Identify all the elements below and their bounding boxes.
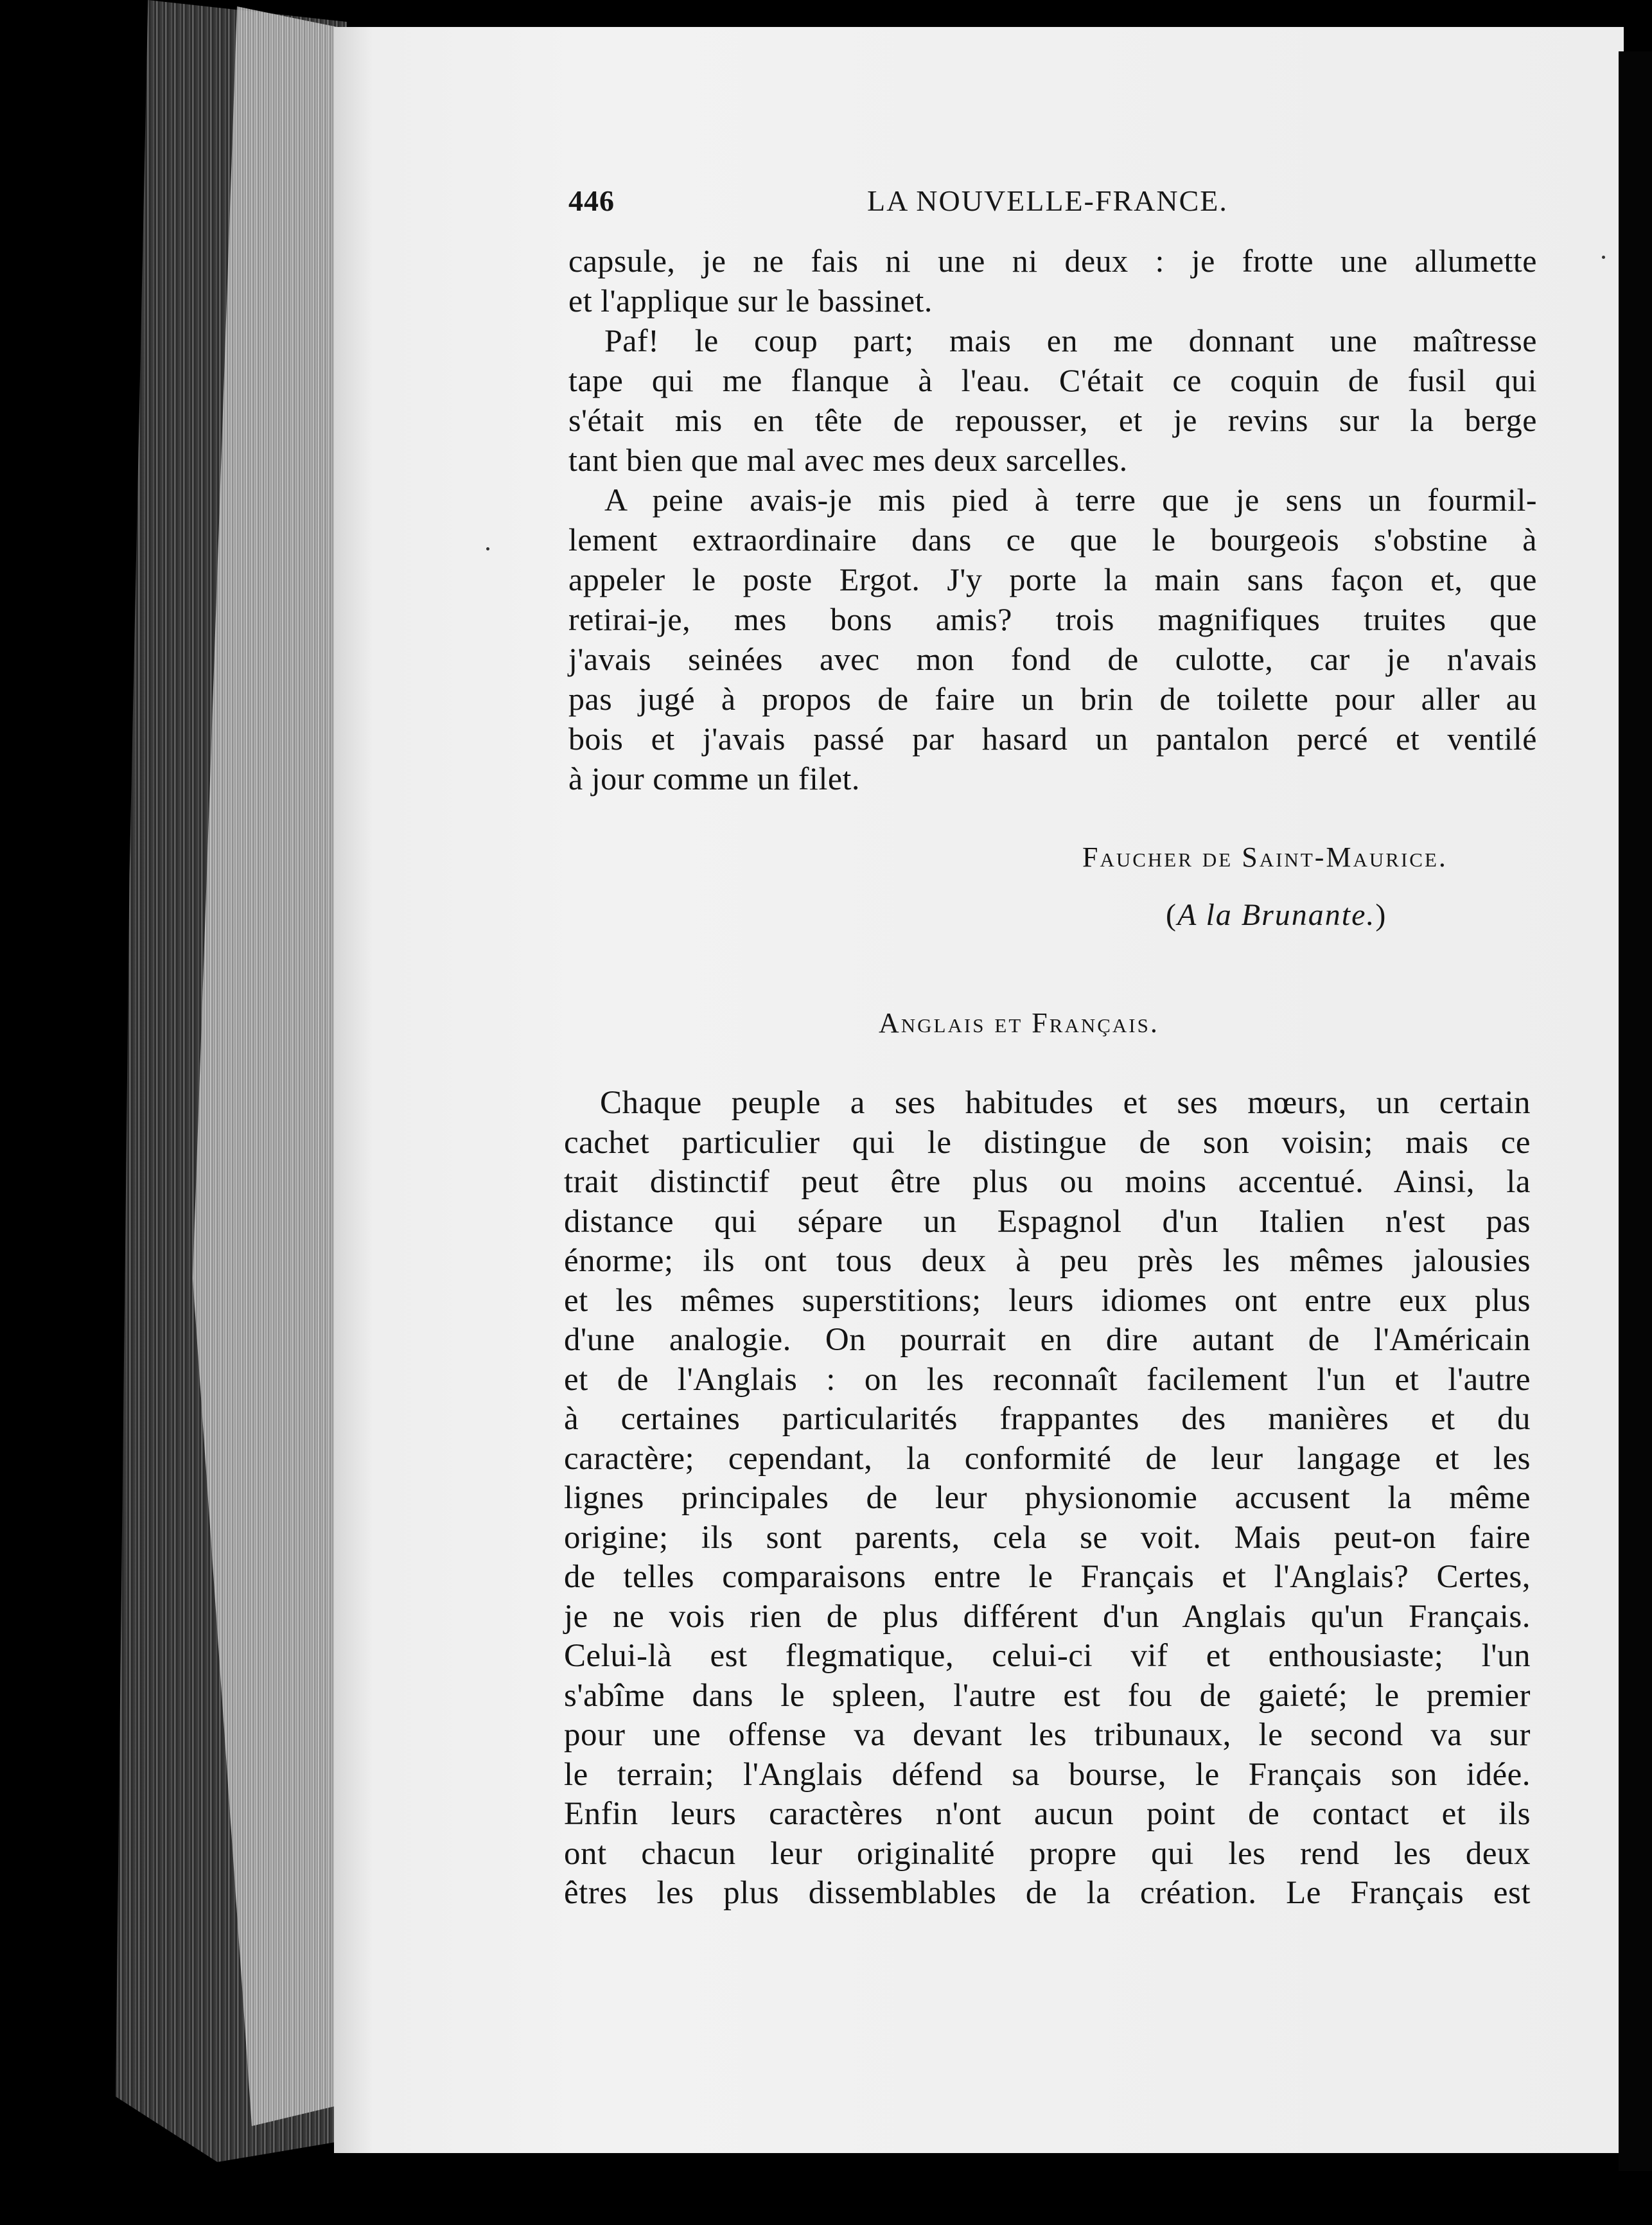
paragraph-continuation xyxy=(568,241,1537,321)
text-line: énorme; ils ont tous deux à peu près les mêmes jalousies xyxy=(564,1243,1531,1279)
text-line: je ne vois rien de plus différent d'un Anglais qu'un Français. xyxy=(564,1598,1531,1635)
text-line: A peine avais-je mis pied à terre que je sens un fourmil- xyxy=(604,482,1537,518)
text-line: et l'applique sur le bassinet. xyxy=(568,283,933,319)
text-line: distance qui sépare un Espagnol d'un Italien n'est pas xyxy=(564,1203,1531,1240)
text-line: capsule, je ne fais ni une ni deux : je frotte une allumette xyxy=(568,243,1537,279)
text-line: pas jugé à propos de faire un brin de toilette pour aller au xyxy=(568,681,1537,717)
text-line: j'avais seinées avec mon fond de culotte, car je n'avais xyxy=(568,641,1537,677)
text-line: Celui-là est flegmatique, celui-ci vif et enthousiaste; l'un xyxy=(564,1638,1531,1674)
text-line: cachet particulier qui le distingue de son voisin; mais ce xyxy=(564,1124,1531,1161)
text-line: origine; ils sont parents, cela se voit. Mais peut-on faire xyxy=(564,1519,1531,1556)
source-title: A la Brunante. xyxy=(1177,898,1376,932)
paragraph-a-peine xyxy=(568,480,1537,798)
text-line: s'était mis en tête de repousser, et je revins sur la berge xyxy=(568,402,1537,438)
section-title: Anglais et Français. xyxy=(879,1007,1159,1039)
text-line: d'une analogie. On pourrait en dire autant de l'Américain xyxy=(564,1322,1531,1358)
text-line: et les mêmes superstitions; leurs idiomes ont entre eux plus xyxy=(564,1282,1531,1319)
text-line: trait distinctif peut être plus ou moins accentué. Ainsi, la xyxy=(564,1164,1531,1200)
text-line: pour une offense va devant les tribunaux, le second va sur xyxy=(564,1717,1531,1753)
text-line: bois et j'avais passé par hasard un pantalon percé et ventilé xyxy=(568,721,1537,757)
attribution-source xyxy=(1166,896,1387,935)
text-line: appeler le poste Ergot. J'y porte la main sans façon et, que xyxy=(568,561,1537,597)
text-line: à certaines particularités frappantes des manières et du xyxy=(564,1401,1531,1437)
text-line: ont chacun leur originalité propre qui les rend les deux xyxy=(564,1835,1531,1872)
paragraph-chaque-peuple xyxy=(564,1084,1531,1913)
text-line: Chaque peuple a ses habitudes et ses mœurs, un certain xyxy=(600,1085,1531,1121)
text-line: êtres les plus dissemblables de la création. Le Français est xyxy=(564,1875,1531,1911)
text-line: tant bien que mal avec mes deux sarcelles. xyxy=(568,442,1128,478)
text-line: Paf! le coup part; mais en me donnant une maîtresse xyxy=(604,322,1537,358)
text-line: et de l'Anglais : on les reconnaît facilement l'un et l'autre xyxy=(564,1361,1531,1398)
text-line: lement extraordinaire dans ce que le bourgeois s'obstine à xyxy=(568,522,1537,558)
text-line: Enfin leurs caractères n'ont aucun point de contact et ils xyxy=(564,1796,1531,1832)
text-line: tape qui me flanque à l'eau. C'était ce coquin de fusil qui xyxy=(568,362,1537,398)
running-header xyxy=(568,179,1249,224)
running-title: LA NOUVELLE-FRANCE. xyxy=(867,184,1228,217)
page-right-border xyxy=(1619,51,1652,2171)
dust-speck xyxy=(1602,256,1605,259)
page-number: 446 xyxy=(568,184,615,217)
text-line: à jour comme un filet. xyxy=(568,761,860,796)
source-close-paren: ) xyxy=(1375,898,1387,932)
text-line: le terrain; l'Anglais défend sa bourse, le Français son idée. xyxy=(564,1756,1531,1793)
text-line: s'abîme dans le spleen, l'autre est fou de gaieté; le premier xyxy=(564,1677,1531,1714)
dust-speck xyxy=(486,547,489,550)
text-line: caractère; cependant, la conformité de leur langage et les xyxy=(564,1440,1531,1477)
text-line: retirai-je, mes bons amis? trois magnifiques truites que xyxy=(568,601,1537,637)
text-line: de telles comparaisons entre le Français et l'Anglais? Certes, xyxy=(564,1559,1531,1595)
source-open-paren: ( xyxy=(1166,898,1177,932)
text-line: lignes principales de leur physionomie accusent la même xyxy=(564,1480,1531,1516)
attribution-author: Faucher de Saint-Maurice. xyxy=(1082,841,1448,873)
paragraph-paf xyxy=(568,321,1537,480)
